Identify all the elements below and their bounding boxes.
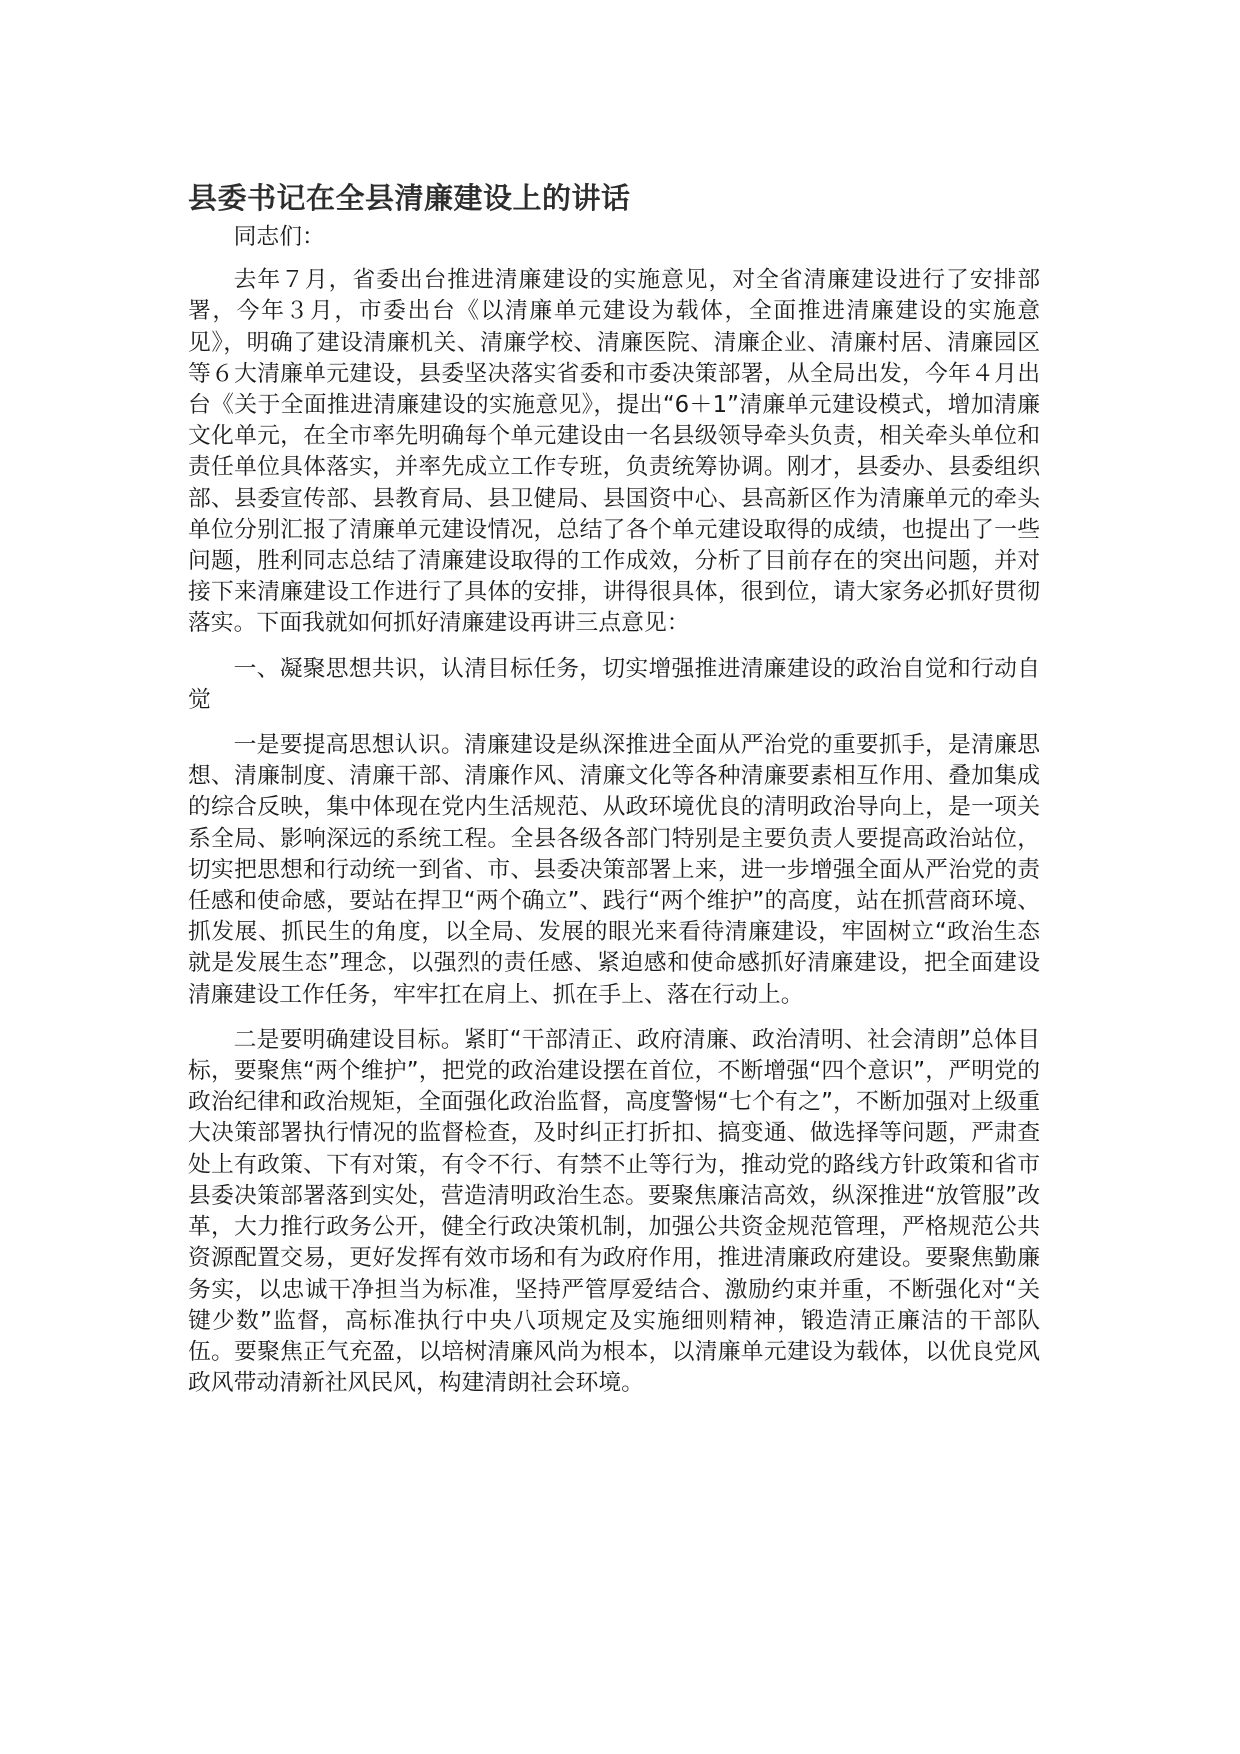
document-title: 县委书记在全县清廉建设上的讲话 — [188, 181, 631, 215]
section-heading-1: 一、凝聚思想共识，认清目标任务，切实增强推进清廉建设的政治自觉和行动自觉 — [188, 655, 1040, 713]
paragraph-intro: 去年７月，省委出台推进清廉建设的实施意见，对全省清廉建设进行了安排部署，今年３月，市委出台《以清廉单元建设为载体，全面推进清廉建设的实施意见》，明确了建设清廉机关、清廉学校、清廉医院、清廉企业、清廉村居、清廉园区等６大清廉单元建设，县委坚决落实省委和市委决策部署，从全局出发，今年４月出台《关于全面推进清廉建设的实施意见》，提出“6＋1”清廉单元建设模式，增加清廉文化单元，在全市率先明确每个单元建设由一名县级领导牵头负责，相关牵头单位和责任单位具体落实，并率先成立工作专班，负责统筹协调。刚才，县委办、县委组织部、县委宣传部、县教育局、县卫健局、县国资中心、县高新区作为清廉单元的牵头单位分别汇报了清廉单元建设情况，总结了各个单元建设取得的成绩，也提出了一些问题，胜利同志总结了清廉建设取得的工作成效，分析了目前存在的突出问题，并对接下来清廉建设工作进行了具体的安排，讲得很具体，很到位，请大家务必抓好贯彻落实。下面我就如何抓好清廉建设再讲三点意见： — [188, 267, 1040, 637]
paragraph-goals: 二是要明确建设目标。紧盯“干部清正、政府清廉、政治清明、社会清朗”总体目标，要聚焦“两个维护”，把党的政治建设摆在首位，不断增强“四个意识”，严明党的政治纪律和政治规矩，全面强化政治监督，高度警惕“七个有之”，不断加强对上级重大决策部署执行情况的监督检查，及时纠正打折扣、搞变通、做选择等问题，严肃查处上有政策、下有对策，有令不行、有禁不止等行为，推动党的路线方针政策和省市县委决策部署落到实处，营造清明政治生态。要聚焦廉洁高效，纵深推进“放管服”改革，大力推行政务公开，健全行政决策机制，加强公共资金规范管理，严格规范公共资源配置交易，更好发挥有效市场和有为政府作用，推进清廉政府建设。要聚焦勤廉务实，以忠诚干净担当为标准，坚持严管厚爱结合、激励约束并重，不断强化对“关键少数”监督，高标准执行中央八项规定及实施细则精神，锻造清正廉洁的干部队伍。要聚焦正气充盈，以培树清廉风尚为根本，以清廉单元建设为载体，以优良党风政风带动清新社风民风，构建清朗社会环境。 — [188, 1026, 1040, 1397]
salutation: 同志们： — [233, 224, 325, 250]
paragraph-thinking: 一是要提高思想认识。清廉建设是纵深推进全面从严治党的重要抓手，是清廉思想、清廉制度、清廉干部、清廉作风、清廉文化等各种清廉要素相互作用、叠加集成的综合反映，集中体现在党内生活规范、从政环境优良的清明政治导向上，是一项关系全局、影响深远的系统工程。全县各级各部门特别是主要负责人要提高政治站位，切实把思想和行动统一到省、市、县委决策部署上来，进一步增强全面从严治党的责任感和使命感，要站在捍卫“两个确立”、践行“两个维护”的高度，站在抓营商环境、抓发展、抓民生的角度，以全局、发展的眼光来看待清廉建设，牢固树立“政治生态就是发展生态”理念，以强烈的责任感、紧迫感和使命感抓好清廉建设，把全面建设清廉建设工作任务，牢牢扛在肩上、抓在手上、落在行动上。 — [188, 732, 1040, 1008]
document-body — [188, 178, 1040, 1413]
